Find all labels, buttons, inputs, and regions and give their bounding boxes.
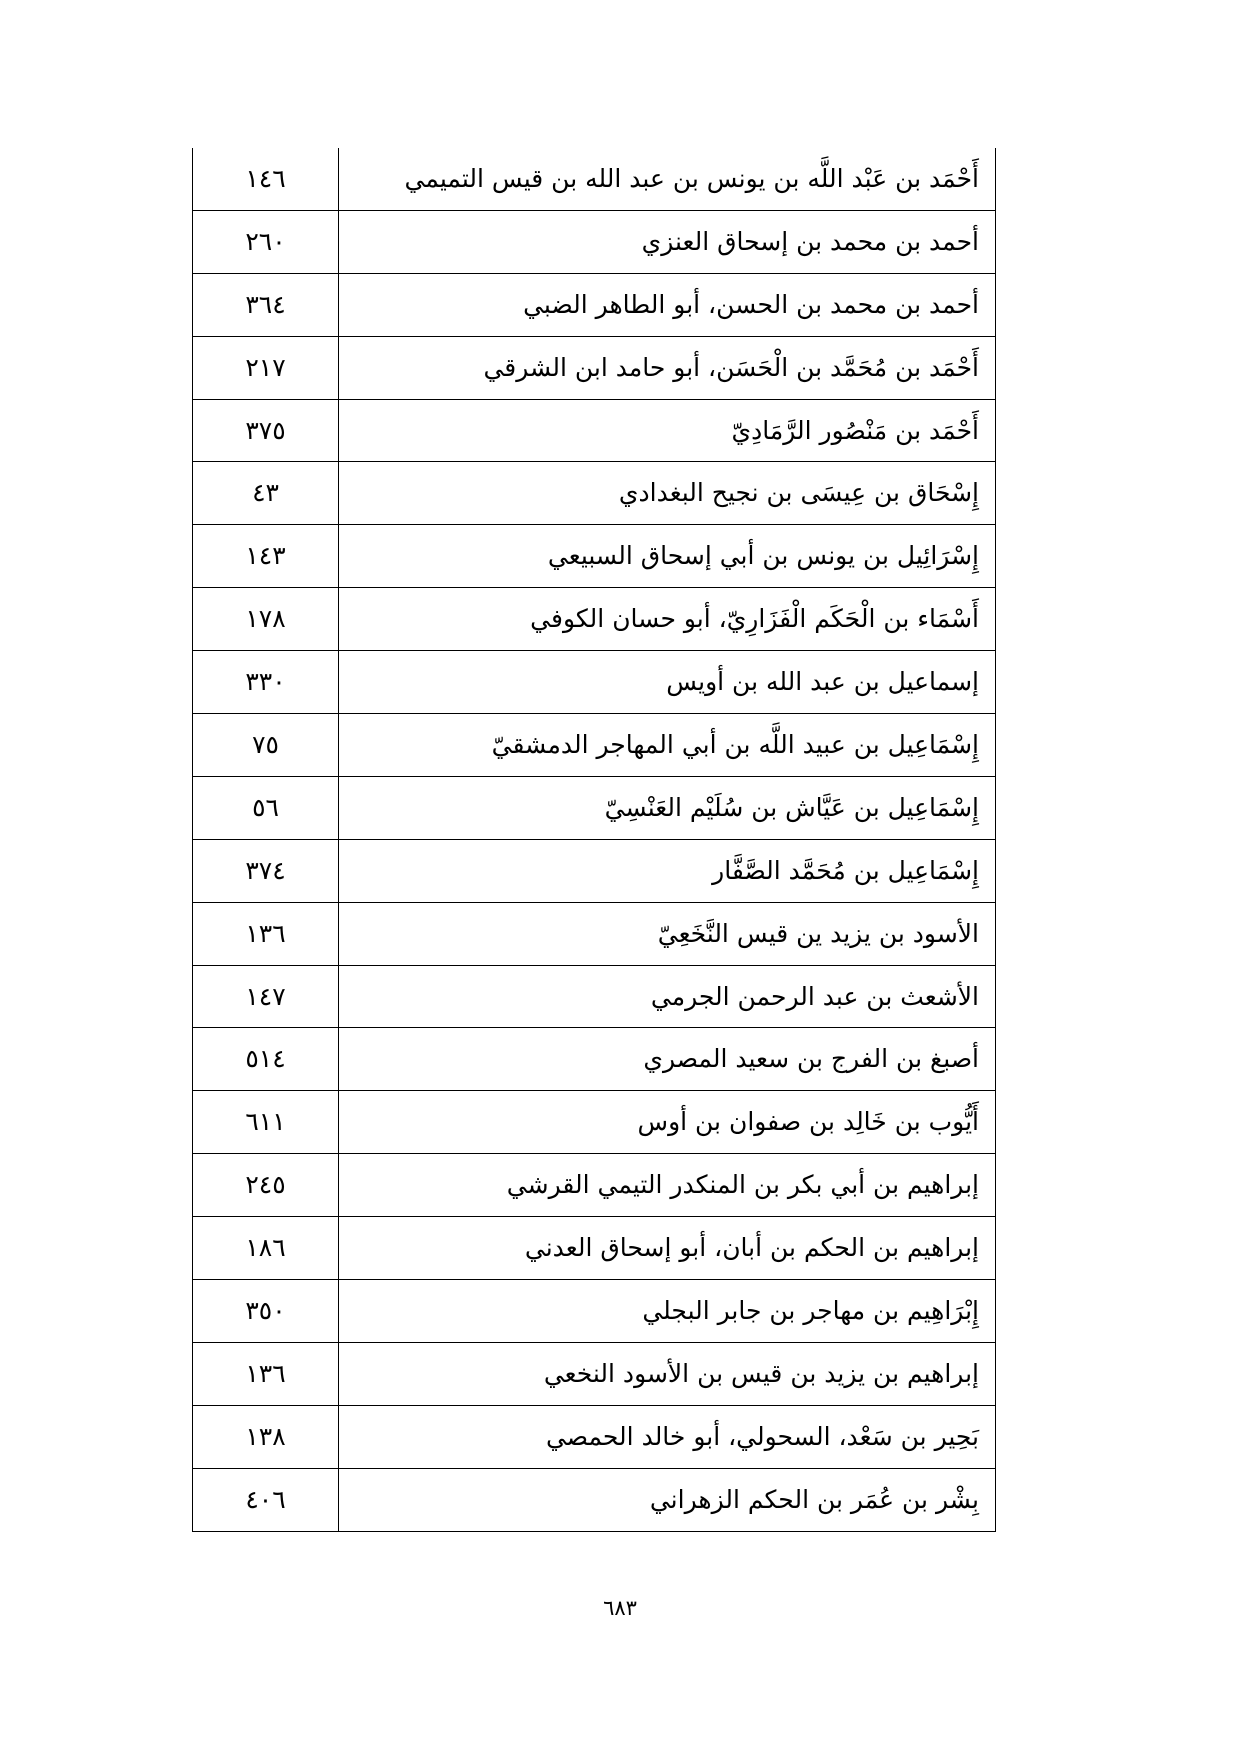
page-number: ٦٨٣ [603,1596,637,1620]
page-reference: ٣٣٠ [193,651,339,714]
narrator-name: إِسْمَاعِيل بن عبيد اللَّه بن أبي المهاجر الدمشقيّ [339,714,996,777]
table-row [193,273,996,336]
narrators-index-table [192,148,996,1532]
narrator-name: الأشعث بن عبد الرحمن الجرمي [339,965,996,1028]
page-reference: ١٣٨ [193,1405,339,1468]
table-row [193,1342,996,1405]
page-reference: ١٤٦ [193,148,339,210]
table-row [193,1028,996,1091]
page-reference: ١٣٦ [193,902,339,965]
table-row [193,1154,996,1217]
table-row [193,902,996,965]
table-row [193,210,996,273]
table-row [193,336,996,399]
narrator-name: إِسْرَائِيل بن يونس بن أبي إسحاق السبيعي [339,525,996,588]
table-row [193,1468,996,1531]
narrator-name: أَحْمَد بن عَبْد اللَّه بن يونس بن عبد الله بن قيس التميمي [339,148,996,210]
narrator-name: الأسود بن يزيد ين قيس النَّخَعِيّ [339,902,996,965]
table-row [193,148,996,210]
table-row [193,462,996,525]
page-reference: ٣٦٤ [193,273,339,336]
narrator-name: إبراهيم بن الحكم بن أبان، أبو إسحاق العدني [339,1217,996,1280]
narrator-name: أصبغ بن الفرج بن سعيد المصري [339,1028,996,1091]
page-reference: ١٧٨ [193,588,339,651]
narrator-name: إِسْحَاق بن عِيسَى بن نجيح البغدادي [339,462,996,525]
narrator-name: بِشْر بن عُمَر بن الحكم الزهراني [339,1468,996,1531]
narrator-name: أحمد بن محمد بن الحسن، أبو الطاهر الضبي [339,273,996,336]
narrator-name: إبراهيم بن أبي بكر بن المنكدر التيمي القرشي [339,1154,996,1217]
table-row [193,839,996,902]
table-row [193,399,996,462]
narrator-name: إبراهيم بن يزيد بن قيس بن الأسود النخعي [339,1342,996,1405]
page-reference: ٢١٧ [193,336,339,399]
page-reference: ٣٧٤ [193,839,339,902]
table-row [193,1280,996,1343]
page-reference: ١٤٣ [193,525,339,588]
narrator-name: أَحْمَد بن مُحَمَّد بن الْحَسَن، أبو حامد ابن الشرقي [339,336,996,399]
page-reference: ٥٦ [193,776,339,839]
narrator-name: بَحِير بن سَعْد، السحولي، أبو خالد الحمصي [339,1405,996,1468]
page-reference: ٣٧٥ [193,399,339,462]
table-row [193,1405,996,1468]
page-reference: ٧٥ [193,714,339,777]
page-reference: ١٨٦ [193,1217,339,1280]
page-reference: ١٤٧ [193,965,339,1028]
narrator-name: أَيُّوب بن خَالِد بن صفوان بن أوس [339,1091,996,1154]
narrator-name: إِبْرَاهِيم بن مهاجر بن جابر البجلي [339,1280,996,1343]
page-reference: ١٣٦ [193,1342,339,1405]
page-reference: ٥١٤ [193,1028,339,1091]
narrator-name: إِسْمَاعِيل بن عَيَّاش بن سُلَيْم العَنْسِيّ [339,776,996,839]
table-row [193,776,996,839]
page-reference: ٤٠٦ [193,1468,339,1531]
page-reference: ٢٤٥ [193,1154,339,1217]
table-row [193,1091,996,1154]
narrator-name: إِسْمَاعِيل بن مُحَمَّد الصَّفَّار [339,839,996,902]
table-row [193,714,996,777]
table-row [193,525,996,588]
index-table-body [193,148,996,1531]
page-reference: ٤٣ [193,462,339,525]
table-row [193,651,996,714]
page-reference: ٣٥٠ [193,1280,339,1343]
table-row [193,588,996,651]
narrator-name: إسماعيل بن عبد الله بن أويس [339,651,996,714]
narrator-name: أحمد بن محمد بن إسحاق العنزي [339,210,996,273]
page-reference: ٦١١ [193,1091,339,1154]
page-reference: ٢٦٠ [193,210,339,273]
table-row [193,1217,996,1280]
table-row [193,965,996,1028]
narrator-name: أَحْمَد بن مَنْصُور الرَّمَادِيّ [339,399,996,462]
narrator-name: أَسْمَاء بن الْحَكَم الْفَزَارِيّ، أبو حسان الكوفي [339,588,996,651]
